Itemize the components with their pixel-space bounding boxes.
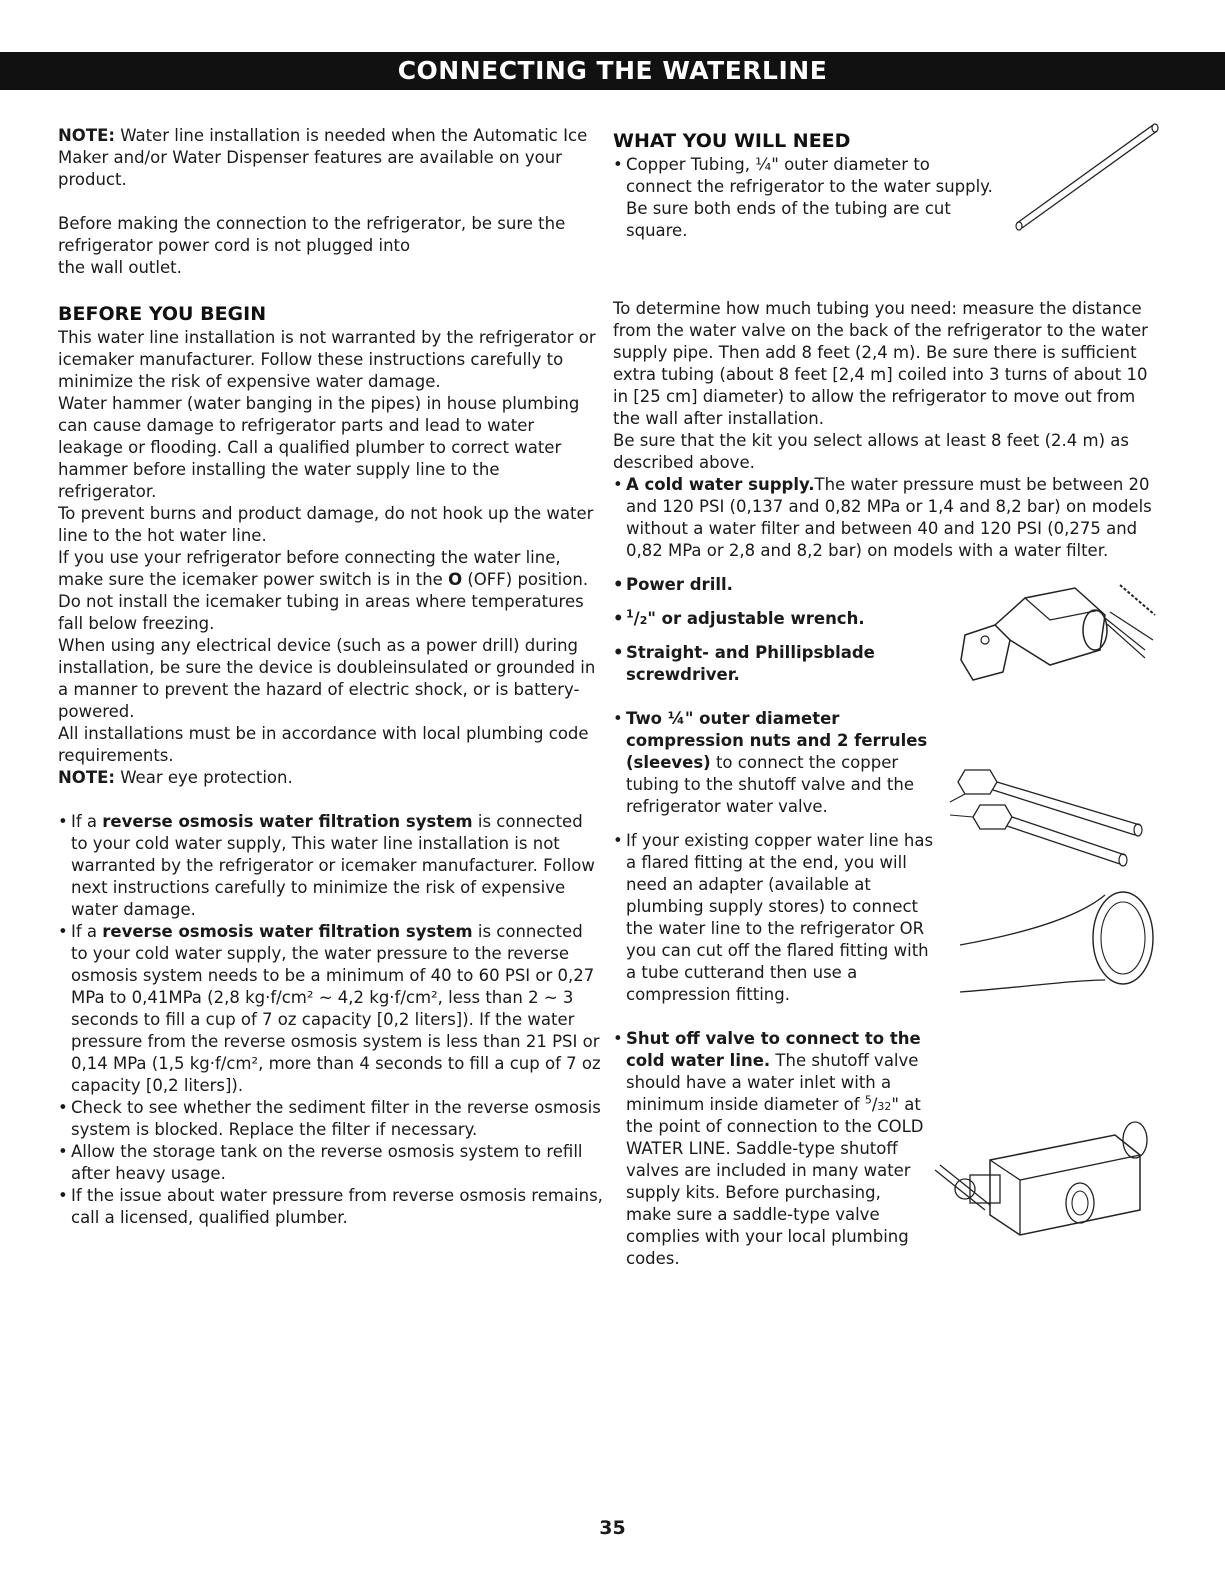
- left-column: [58, 125, 603, 1229]
- list-item-ro-warranty: • If a reverse osmosis water filtration system is connected to your cold water supply, This water line installation is not warranted by the refrigerator or icemaker manufacturer. Follow next instructions carefully to minimize the risk of expensive water damage.: [58, 812, 595, 919]
- paragraph-water-hammer: Water hammer (water banging in the pipes) in house plumbing can cause damage to refrigerator parts and lead to water leakage or flooding. Call a qualified plumber to correct water hammer before installing the water supply line to the refrigerator.: [58, 394, 580, 501]
- copper-tubing-illustration: [1005, 115, 1165, 235]
- page-title-banner: CONNECTING THE WATERLINE: [0, 52, 1225, 90]
- paragraph-hot-water: To prevent burns and product damage, do not hook up the water line to the hot water line.: [58, 504, 594, 545]
- power-drill-illustration: [955, 580, 1160, 690]
- what-you-will-need-heading: WHAT YOU WILL NEED: [613, 130, 851, 152]
- list-item-wrench: • $^1$/2" or adjustable wrench.: [613, 607, 865, 628]
- list-item-copper-tubing: • Copper Tubing, ¼" outer diameter to connect the refrigerator to the water supply. Be sure both ends of the tubing are cut square.: [613, 155, 993, 240]
- paragraph-plumbing-code: All installations must be in accordance with local plumbing code requirements.: [58, 724, 589, 765]
- list-item-flared-fitting: • If your existing copper water line has a flared fitting at the end, you will need an adapter (available at plumbing supply stores) to connect the water line to the refrigerator OR you can cut off the flared fitting with a tube cutterand then use a compression fitting.: [613, 831, 934, 1004]
- list-item-screwdriver: • Straight- and Phillipsblade screwdriver.: [613, 643, 875, 684]
- paragraph-icemaker-switch: If you use your refrigerator before connecting the water line, make sure the icemaker power switch is in the O (OFF) position.: [58, 548, 589, 589]
- before-connection-text: Before making the connection to the refrigerator, be sure the refrigerator power cord is not plugged into the wall outlet.: [58, 214, 566, 277]
- list-item-call-plumber: • If the issue about water pressure from reverse osmosis remains, call a licensed, qualified plumber.: [58, 1186, 603, 1227]
- paragraph-tubing-length: To determine how much tubing you need: measure the distance from the water valve on the back of the refrigerator to the water supply pipe. Then add 8 feet (2,4 m). Be sure there is sufficient extra tubing (about 8 feet [2,4 m] coiled into 3 turns of about 10 in [25 cm] diameter) to allow the refrigerator to move out from the wall after installation.: [613, 299, 1148, 428]
- right-column: [613, 128, 1163, 1270]
- list-item-ro-pressure: • If a reverse osmosis water filtration system is connected to your cold water supply, the water pressure to the reverse osmosis system needs to be a minimum of 40 to 60 PSI or 0,27 MPa to 0,41MPa (2,8 kg·f/cm² ~ 4,2 kg·f/cm², less than 2 ~ 3 seconds to fill a cup of 7 oz capacity [0,2 liters]). If the water pressure from the reverse osmosis system is less than 21 PSI or 0,14 MPa (1,5 kg·f/cm², more than 4 seconds to fill a cup of 7 oz capacity [0,2 liters]).: [58, 922, 601, 1095]
- list-item-compression-nuts: • Two ¼" outer diameter compression nuts and 2 ferrules (sleeves) to connect the copper tubing to the shutoff valve and the refrigerator water valve.: [613, 709, 928, 816]
- list-item-storage-tank: • Allow the storage tank on the reverse osmosis system to refill after heavy usage.: [58, 1142, 583, 1183]
- list-item-cold-water: • A cold water supply.The water pressure must be between 20 and 120 PSI (0,137 and 0,82 MPa or 1,4 and 8,2 bar) on models without a water filter and between 40 and 120 PSI (0,275 and 0,82 MPa or 2,8 and 8,2 bar) on models with a water filter.: [613, 475, 1152, 560]
- flared-fitting-illustration: [955, 880, 1160, 1000]
- paragraph-freezing: Do not install the icemaker tubing in areas where temperatures fall below freezing.: [58, 592, 584, 633]
- note-installation: NOTE: Water line installation is needed when the Automatic Ice Maker and/or Water Dispenser features are available on your product.: [58, 126, 588, 189]
- list-item-sediment-filter: • Check to see whether the sediment filter in the reverse osmosis system is blocked. Replace the filter if necessary.: [58, 1098, 601, 1139]
- shutoff-valve-illustration: [930, 1115, 1155, 1250]
- paragraph-warranty: This water line installation is not warranted by the refrigerator or icemaker manufacturer. Follow these instructions carefully to minimize the risk of expensive water damage.: [58, 328, 596, 391]
- compression-nuts-illustration: [945, 760, 1155, 870]
- note-eye-protection: NOTE: Wear eye protection.: [58, 768, 293, 787]
- paragraph-kit: Be sure that the kit you select allows at least 8 feet (2.4 m) as described above.: [613, 431, 1129, 472]
- list-item-shutoff-valve: • Shut off valve to connect to the cold water line. The shutoff valve should have a water inlet with a minimum inside diameter of $^5$/32" at the point of connection to the COLD WATER LINE. Saddle-type shutoff valves are included in many water supply kits. Before purchasing, make sure a saddle-type valve complies with your local plumbing codes.: [613, 1029, 924, 1268]
- paragraph-electrical: When using any electrical device (such as a power drill) during installation, be sure the device is doubleinsulated or grounded in a manner to prevent the hazard of electric shock, or is battery-powered.: [58, 636, 596, 721]
- list-item-power-drill: • Power drill.: [613, 575, 733, 594]
- page-number: 35: [599, 1517, 626, 1539]
- before-you-begin-heading: BEFORE YOU BEGIN: [58, 303, 267, 325]
